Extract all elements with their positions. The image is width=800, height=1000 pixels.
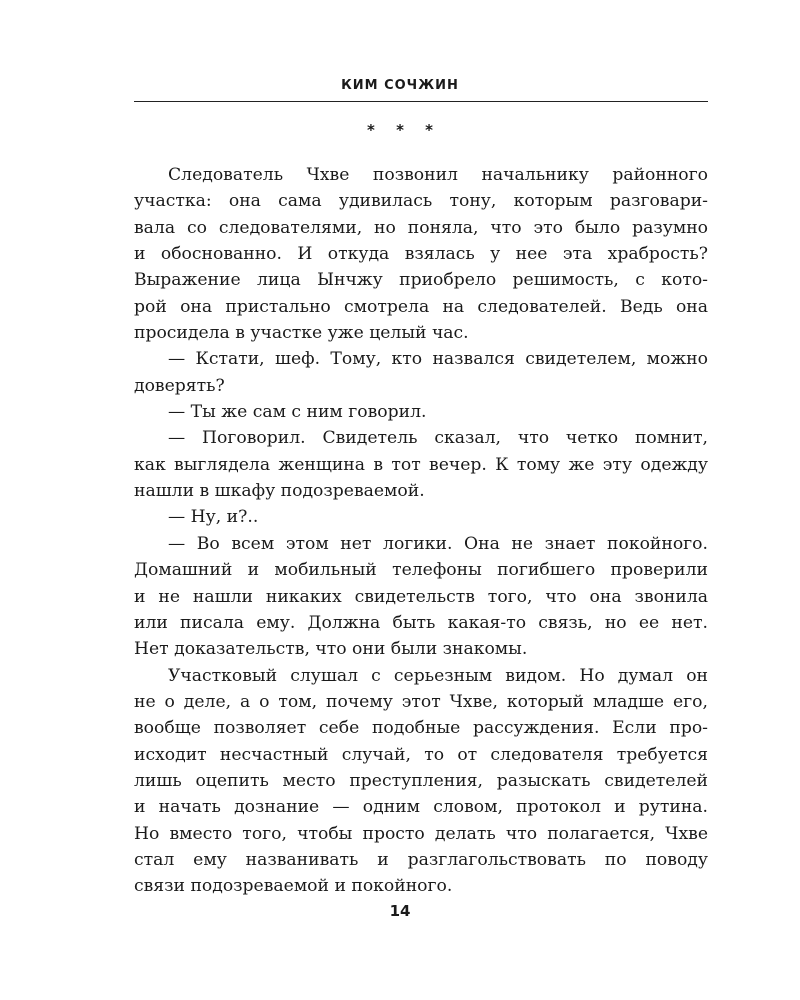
header-rule [134, 101, 708, 102]
text-line: или писала ему. Должна быть какая-то связь, но ее нет. [134, 612, 708, 633]
text-line: — Во всем этом нет логики. Она не знает покойного. [168, 533, 708, 554]
text-line: нашли в шкафу подозреваемой. [134, 481, 425, 502]
running-head: КИМ СОЧЖИН [341, 78, 459, 93]
text-line: рой она пристально смотрела на следователей. Ведь она [134, 296, 708, 317]
text-line: стал ему названивать и разглагольствовать по поводу [134, 849, 708, 870]
text-line: просидела в участке уже целый час. [134, 323, 469, 344]
text-line: Участковый слушал с серьезным видом. Но думал он [168, 665, 708, 686]
text-line: доверять? [134, 375, 225, 396]
text-line: и начать дознание — одним словом, протокол и рутина. [134, 797, 708, 818]
text-line: Но вместо того, чтобы просто делать что полагается, Чхве [134, 823, 708, 844]
text-line: лишь оцепить место преступления, разыскать свидетелей [134, 770, 708, 791]
text-line: — Поговорил. Свидетель сказал, что четко помнит, [168, 428, 708, 449]
page-number: 14 [389, 902, 411, 920]
text-line: — Кстати, шеф. Тому, кто назвался свидетелем, можно [168, 349, 708, 370]
text-line: исходит несчастный случай, то от следователя требуется [134, 744, 708, 765]
body-text [134, 162, 708, 900]
text-line: вообще позволяет себе подобные рассуждения. Если про- [134, 718, 708, 739]
text-line: Домашний и мобильный телефоны погибшего проверили [134, 560, 708, 581]
text-line: участка: она сама удивилась тону, которым разговари- [134, 191, 708, 212]
section-break: * * * [367, 121, 433, 139]
text-line: как выглядела женщина в тот вечер. К тому же эту одежду [134, 454, 708, 475]
text-line: не о деле, а о том, почему этот Чхве, который младше его, [134, 691, 708, 712]
text-line: вала со следователями, но поняла, что это было разумно [134, 217, 708, 238]
text-line: Следователь Чхве позвонил начальнику районного [168, 165, 708, 185]
text-line: — Ну, и?.. [168, 507, 259, 528]
text-line: и обоснованно. И откуда взялась у нее эта храбрость? [134, 244, 708, 265]
text-line: — Ты же сам с ним говорил. [168, 402, 427, 423]
text-line: и не нашли никаких свидетельств того, что она звонила [134, 586, 708, 607]
text-line: связи подозреваемой и покойного. [134, 876, 453, 897]
text-line: Выражение лица Ынчжу приобрело решимость, с кото- [134, 270, 708, 291]
text-line: Нет доказательств, что они были знакомы. [134, 639, 528, 660]
